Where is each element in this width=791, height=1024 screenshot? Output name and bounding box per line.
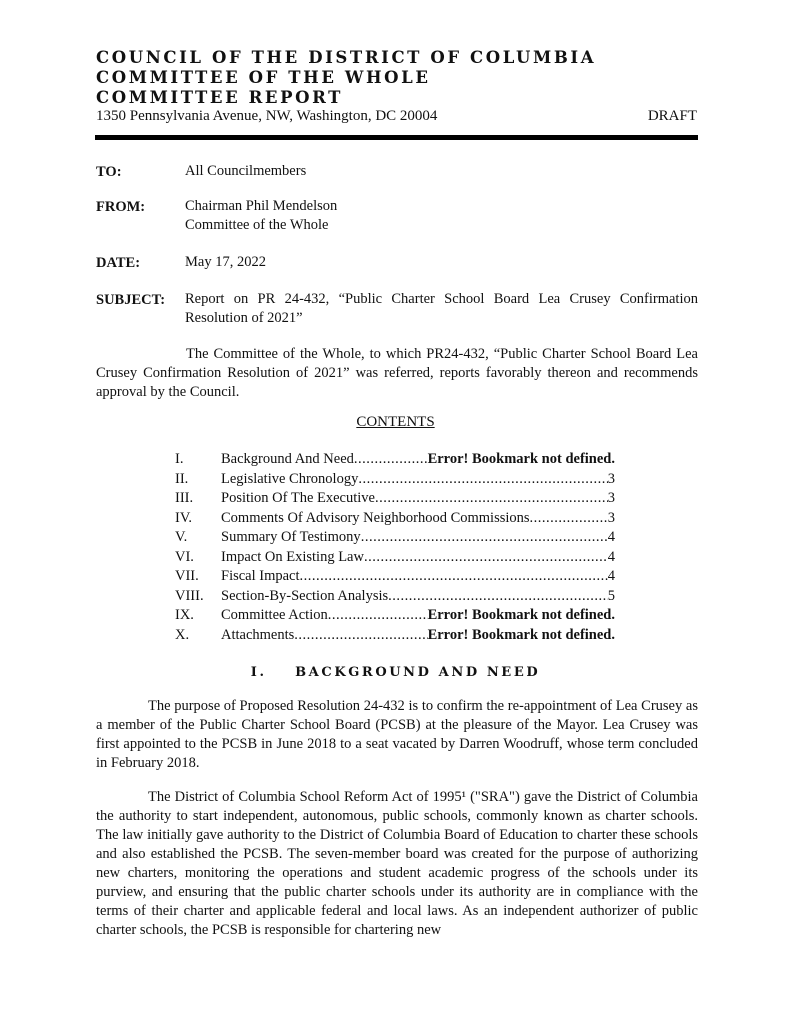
- from-line-1: Chairman Phil Mendelson: [185, 198, 338, 214]
- subject-label: SUBJECT:: [96, 292, 166, 308]
- from-label: FROM:: [96, 199, 146, 215]
- toc-entry-title: Fiscal Impact: [221, 568, 300, 584]
- toc-entry-title: Section-By-Section Analysis: [221, 587, 389, 604]
- toc-entry-title: Committee Action: [221, 607, 328, 623]
- toc-entry[interactable]: [175, 509, 615, 529]
- subject-value: Report on PR 24-432, “Public Charter School Board Lea Crusey Confirmation Resolution of 2021”: [185, 291, 698, 326]
- toc-entry[interactable]: [175, 587, 615, 607]
- date-label: DATE:: [96, 255, 141, 271]
- toc-entry-body: [221, 587, 615, 607]
- toc-entry-title: Comments Of Advisory Neighborhood Commissions: [221, 509, 530, 526]
- toc-entry-number: VIII.: [175, 587, 204, 604]
- toc-entry-body: [221, 528, 615, 548]
- toc-entry-page: 5: [607, 587, 615, 604]
- toc-entry-number: X.: [175, 626, 190, 643]
- toc-entry-page: 4: [607, 529, 615, 545]
- toc-entry-page: Error! Bookmark not defined.: [427, 607, 615, 623]
- toc-entry-number: IV.: [175, 509, 193, 526]
- toc-entry[interactable]: [175, 489, 615, 509]
- committee-title: COMMITTEE OF THE WHOLE: [96, 68, 431, 87]
- toc-entry-body: [221, 626, 615, 646]
- toc-entry-number: V.: [175, 529, 188, 545]
- background-paragraph-2: The District of Columbia School Reform Act of 1995¹ ("SRA") gave the District of Columbia the authority to start independent, autonomous, public schools, commonly known as charter schools. The law initially gave authority to the District of Columbia Board of Education to charter these schools and also established the PCSB. The seven-member board was created for the purpose of authorizing new charters, monitoring the operations and student academic progress of the schools under its purview, and ensuring that the public charter schools under its authority are in compliance with the terms of their charter and applicable federal and local laws. As an independent authorizer of public charter schools, the PCSB is responsible for chartering new: [96, 789, 698, 938]
- contents-heading: CONTENTS: [356, 414, 435, 430]
- intro-paragraph: The Committee of the Whole, to which PR24-432, “Public Charter School Board Lea Crusey Confirmation Resolution of 2021” was referred, reports favorably thereon and recommends approval by the Council.: [96, 346, 698, 400]
- toc-leader-dots: [375, 489, 608, 509]
- toc-entry-title: Background And Need: [221, 451, 354, 467]
- date-value: May 17, 2022: [185, 254, 266, 270]
- toc-entry-title: Attachments: [221, 626, 295, 643]
- toc-entry-body: [221, 567, 615, 587]
- toc-entry-number: IX.: [175, 607, 194, 623]
- toc-entry[interactable]: [175, 567, 615, 587]
- toc-entry-title: Position Of The Executive: [221, 490, 375, 506]
- toc-entry-body: [221, 606, 615, 626]
- toc-entry[interactable]: [175, 548, 615, 568]
- toc-entry-body: [221, 509, 615, 529]
- toc-entry-page: Error! Bookmark not defined.: [427, 626, 615, 643]
- toc-entry-title: Legislative Chronology: [221, 470, 359, 487]
- address: 1350 Pennsylvania Avenue, NW, Washington, DC 20004: [96, 108, 438, 124]
- toc-entry-body: [221, 450, 615, 470]
- toc-entry-page: 3: [607, 509, 615, 526]
- toc-entry[interactable]: [175, 528, 615, 548]
- toc-entry-page: 3: [607, 470, 615, 487]
- draft-label: DRAFT: [647, 108, 697, 124]
- toc-entry-number: II.: [175, 470, 189, 487]
- toc-leader-dots: [294, 626, 427, 646]
- toc-entry[interactable]: [175, 470, 615, 490]
- section-heading: I. BACKGROUND AND NEED: [250, 665, 541, 680]
- toc-leader-dots: [388, 587, 608, 607]
- toc-leader-dots: [530, 509, 608, 529]
- toc-entry-number: I.: [175, 451, 184, 467]
- toc-leader-dots: [358, 470, 607, 490]
- background-paragraph-1: The purpose of Proposed Resolution 24-432 is to confirm the re-appointment of Lea Crusey as a member of the Public Charter School Board (PCSB) at the pleasure of the Mayor. Lea Crusey was first appointed to the PCSB in June 2018 to a seat vacated by Darren Woodruff, whose term concluded in February 2018.: [96, 698, 698, 771]
- toc-entry-body: [221, 489, 615, 509]
- toc-entry-number: VI.: [175, 548, 194, 565]
- toc-entry-title: Impact On Existing Law: [221, 548, 364, 565]
- report-title: COMMITTEE REPORT: [96, 88, 343, 107]
- to-label: TO:: [96, 164, 122, 180]
- toc-leader-dots: [364, 548, 608, 568]
- from-line-2: Committee of the Whole: [185, 217, 329, 233]
- toc-entry-number: III.: [175, 490, 194, 506]
- council-title: COUNCIL OF THE DISTRICT OF COLUMBIA: [96, 48, 597, 67]
- toc-entry[interactable]: [175, 626, 615, 646]
- toc-entry-number: VII.: [175, 568, 199, 584]
- toc-leader-dots: [354, 450, 428, 470]
- toc-entry-body: [221, 470, 615, 490]
- table-of-contents: [175, 450, 615, 645]
- toc-leader-dots: [328, 606, 428, 626]
- toc-entry-body: [221, 548, 615, 568]
- toc-leader-dots: [361, 528, 608, 548]
- header-rule: [95, 135, 698, 140]
- toc-entry-page: 3: [607, 490, 615, 506]
- toc-entry[interactable]: [175, 450, 615, 470]
- toc-entry-page: 4: [607, 568, 615, 584]
- to-value: All Councilmembers: [185, 163, 307, 179]
- toc-entry[interactable]: [175, 606, 615, 626]
- toc-leader-dots: [300, 567, 608, 587]
- toc-entry-title: Summary Of Testimony: [221, 529, 361, 545]
- toc-entry-page: Error! Bookmark not defined.: [427, 451, 615, 467]
- toc-entry-page: 4: [607, 548, 615, 565]
